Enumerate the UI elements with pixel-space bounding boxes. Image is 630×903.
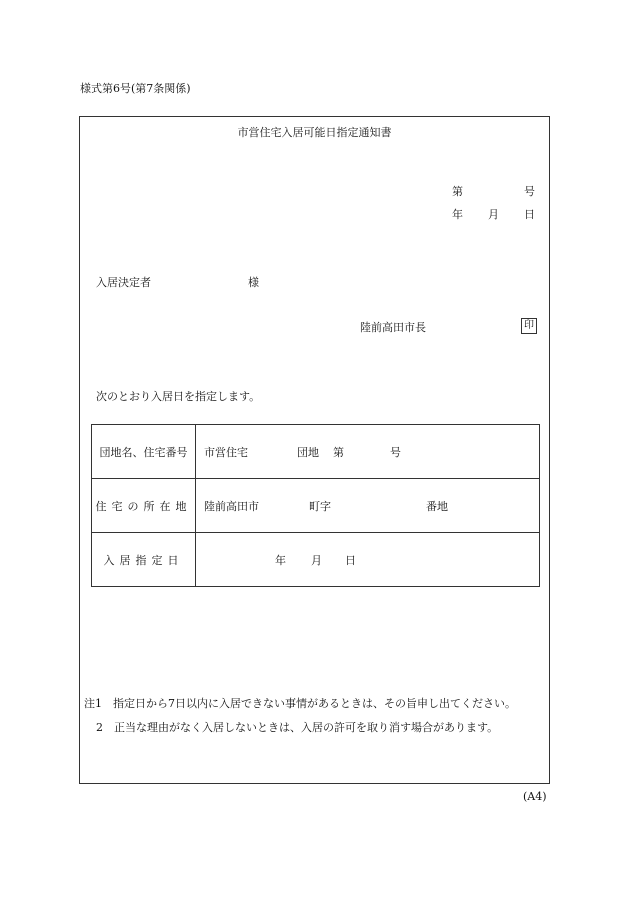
document-title: 市営住宅入居可能日指定通知書 (237, 126, 392, 139)
note-1: 注1 指定日から7日以内に入居できない事情があるときは、その旨申し出てください。 (84, 697, 516, 710)
table-row (92, 533, 540, 587)
date-day-label: 日 (524, 208, 535, 221)
recipient-label: 入居決定者 (96, 276, 151, 289)
issuer-name: 陸前高田市長 (360, 321, 426, 334)
seal-mark: 印 (521, 318, 537, 334)
address-lot: 番地 (426, 499, 448, 513)
table-row (92, 479, 540, 533)
date-month-label: 月 (488, 208, 499, 221)
housing-number-suffix: 号 (390, 445, 401, 459)
table-row (92, 425, 540, 479)
note-2: 2 正当な理由がなく入居しないときは、入居の許可を取り消す場合があります。 (96, 721, 499, 734)
move-in-month: 月 (311, 553, 322, 567)
address-town: 町字 (309, 499, 331, 513)
row-value-housing (196, 425, 540, 479)
form-number: 様式第6号(第7条関係) (80, 82, 191, 95)
recipient-honorific: 様 (248, 276, 259, 289)
row-label-housing: 団地名、住宅番号 (92, 425, 196, 479)
intro-text: 次のとおり入居日を指定します。 (96, 390, 261, 403)
number-prefix: 第 (452, 185, 463, 198)
row-value-move-in-date (196, 533, 540, 587)
housing-danchi: 団地 (297, 445, 319, 459)
info-table (91, 424, 540, 587)
move-in-day: 日 (345, 553, 356, 567)
row-label-address: 住宅の所在地 (92, 479, 196, 533)
move-in-year: 年 (275, 553, 286, 567)
address-city: 陸前高田市 (204, 499, 259, 513)
housing-number-prefix: 第 (333, 445, 344, 459)
housing-municipal: 市営住宅 (204, 445, 248, 459)
row-value-address (196, 479, 540, 533)
number-suffix: 号 (524, 185, 535, 198)
paper-size-label: (A4) (523, 790, 547, 803)
row-label-move-in-date: 入居指定日 (92, 533, 196, 587)
date-year-label: 年 (452, 208, 463, 221)
